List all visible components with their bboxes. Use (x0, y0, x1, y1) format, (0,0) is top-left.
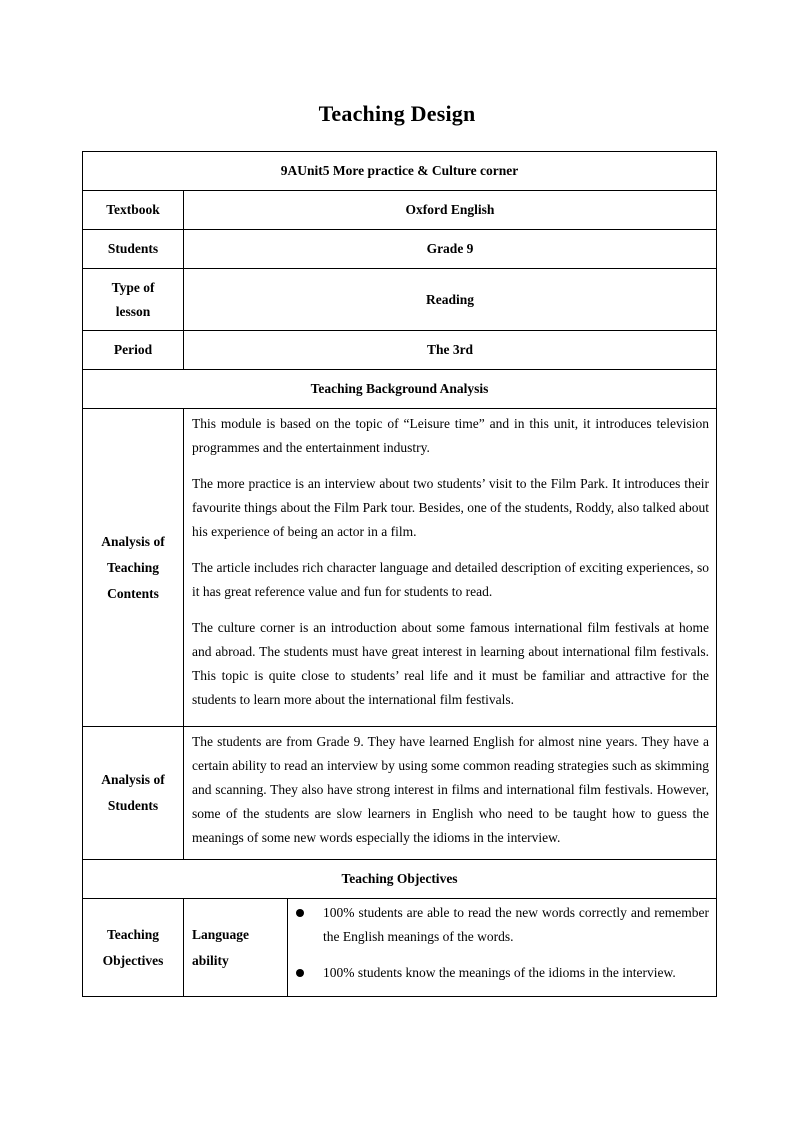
textbook-row (83, 191, 717, 230)
objectives-heading: Teaching Objectives (83, 860, 717, 899)
lesson-type-label (83, 269, 184, 331)
contents-analysis-label (83, 409, 184, 727)
students-analysis-label-line2: Students (107, 798, 159, 813)
contents-paragraph: The article includes rich character language and detailed description of exciting experiences, so it has great reference value and fun for students to read. (192, 560, 710, 599)
background-heading-row (83, 370, 717, 409)
students-analysis-label (83, 727, 184, 860)
page-title: Teaching Design (318, 101, 476, 126)
language-ability-label (184, 899, 288, 997)
table-heading-row (83, 152, 717, 191)
students-value: Grade 9 (184, 230, 717, 269)
lesson-type-label-line1: Type of (111, 279, 155, 295)
objectives-row (83, 899, 717, 997)
contents-analysis-text (184, 409, 717, 727)
objective-bullet-item (296, 901, 709, 949)
bullet-dot-icon (296, 909, 304, 917)
contents-paragraph: The culture corner is an introduction about some famous international film festivals at home and abroad. The students must have great interest in learning about international film festivals. This topic is quite close to students’ real life and it must be familiar and attractive for the students to learn more about the international film festivals. (192, 620, 710, 707)
contents-label-line2: Teaching (106, 559, 160, 575)
students-analysis-text (184, 727, 717, 860)
period-value: The 3rd (184, 331, 717, 370)
contents-label-line1: Analysis of (101, 533, 165, 549)
period-row (83, 331, 717, 370)
unit-heading: 9AUnit5 More practice & Culture corner (83, 152, 717, 191)
students-analysis-paragraph: The students are from Grade 9. They have learned English for almost nine years. They have a certain ability to read an interview by using some common reading strategies such as skimming and scanning. They also have strong interest in films and international film festivals. However, some of the students are slow learners in English who need to be taught how to guess the meanings of some new words especially the idioms in the interview. (192, 734, 710, 845)
language-ability-line2: ability (192, 952, 229, 968)
objective-bullet-text: 100% students are able to read the new words correctly and remember the English meanings of the words. (323, 905, 710, 944)
objective-bullet-item (296, 961, 709, 985)
objectives-label-line1: Teaching (106, 926, 160, 942)
bullet-dot-icon (296, 969, 304, 977)
contents-paragraph: This module is based on the topic of “Leisure time” and in this unit, it introduces television programmes and the entertainment industry. (192, 416, 710, 455)
period-label: Period (83, 331, 184, 370)
teaching-design-table (82, 151, 717, 997)
contents-analysis-row (83, 409, 717, 727)
students-row (83, 230, 717, 269)
contents-paragraph: The more practice is an interview about two students’ visit to the Film Park. It introduces their favourite things about the Film Park tour. Besides, one of the students, Roddy, also talked about his experience of being an actor in a film. (192, 476, 710, 539)
language-ability-line1: Language (192, 926, 250, 942)
students-label: Students (83, 230, 184, 269)
students-analysis-row (83, 727, 717, 860)
objective-bullet-text: 100% students know the meanings of the idioms in the interview. (323, 965, 676, 980)
objectives-label-line2: Objectives (102, 952, 164, 968)
students-analysis-label-line1: Analysis of (101, 772, 165, 787)
objectives-label (83, 899, 184, 997)
lesson-type-label-line2: lesson (115, 303, 151, 319)
lesson-type-row (83, 269, 717, 331)
objectives-bullets (288, 899, 717, 997)
lesson-type-value: Reading (184, 269, 717, 331)
textbook-label: Textbook (83, 191, 184, 230)
contents-label-line3: Contents (107, 585, 159, 601)
textbook-value: Oxford English (184, 191, 717, 230)
background-heading: Teaching Background Analysis (83, 370, 717, 409)
objectives-heading-row (83, 860, 717, 899)
